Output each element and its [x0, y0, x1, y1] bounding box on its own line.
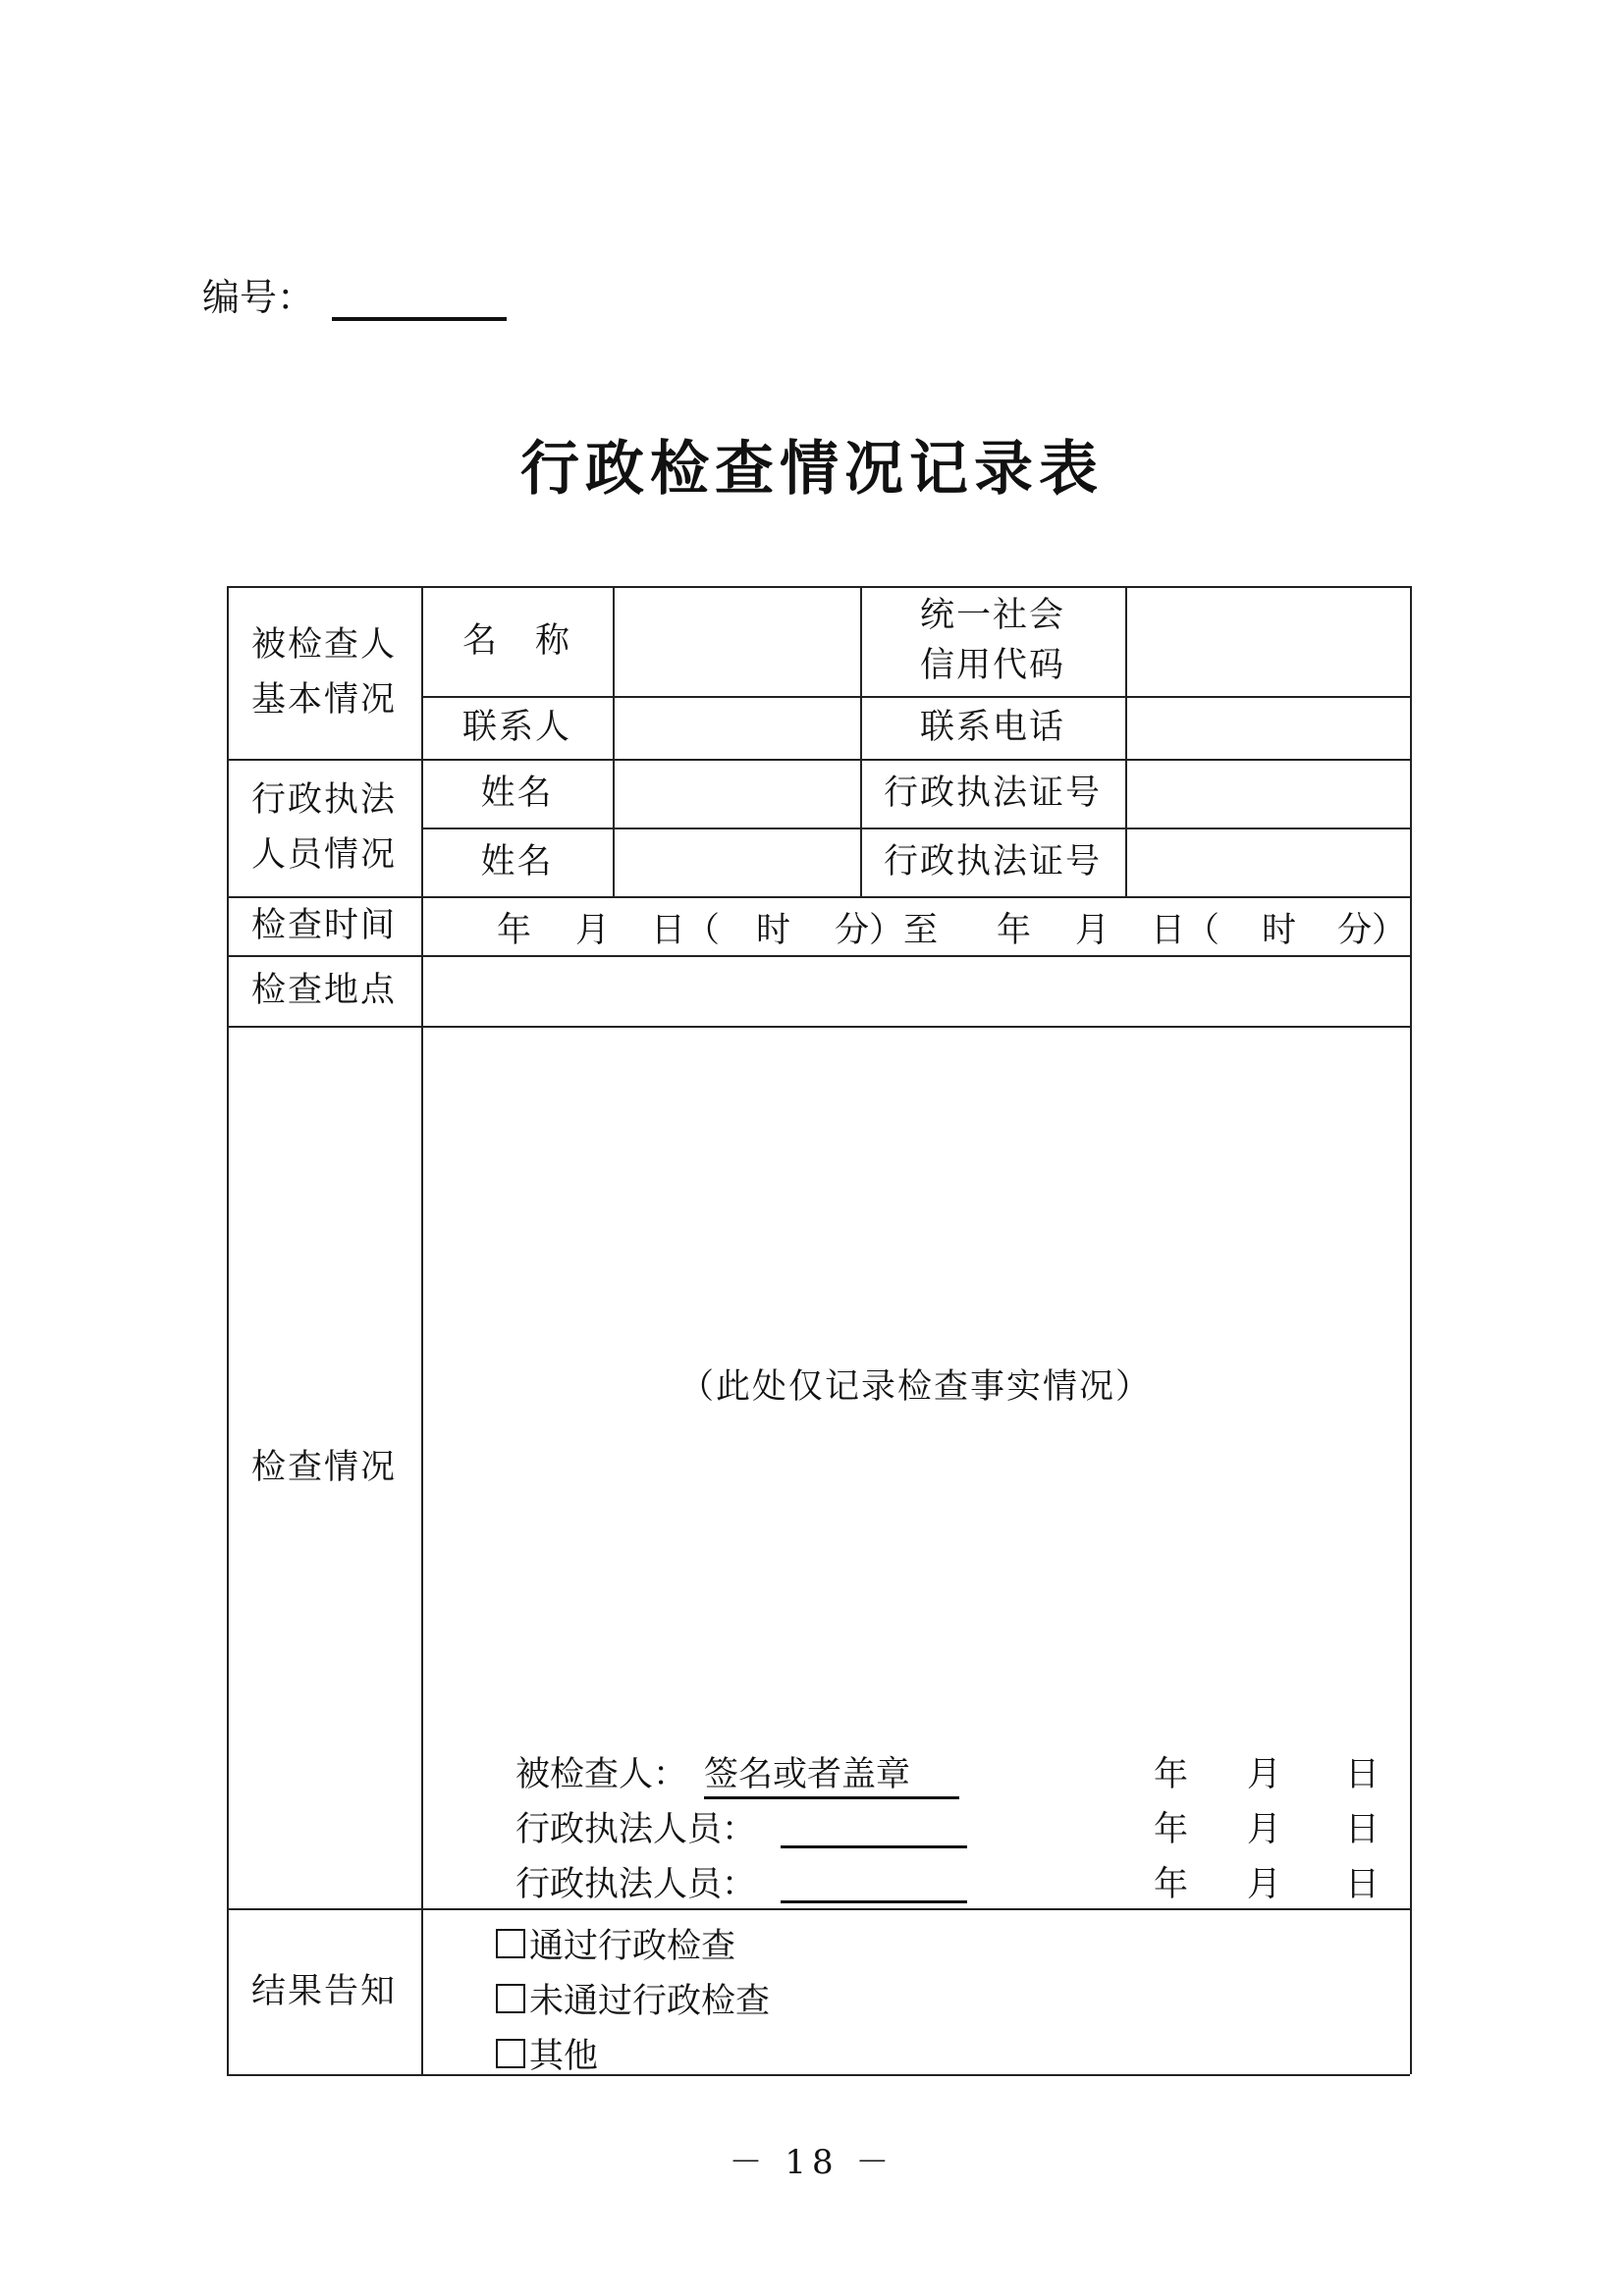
credit-code-label: 统一社会 信用代码 [919, 596, 1065, 685]
signature-label: 行政执法人员： [515, 1810, 757, 1849]
result-option-other[interactable] [496, 2029, 598, 2078]
inspection-details-placeholder[interactable]: （此处仅记录检查事实情况） [678, 1367, 1152, 1407]
name-field[interactable] [613, 586, 860, 696]
contact-label: 联系人 [461, 708, 571, 747]
page-number: － 18 － [729, 2143, 895, 2182]
table-border-bottom [227, 2074, 1410, 2076]
officer-name-label: 姓名 [480, 774, 554, 813]
signature-label: 被检查人： [515, 1755, 688, 1794]
inspection-place-label: 检查地点 [250, 971, 397, 1010]
contact-field[interactable] [613, 696, 860, 759]
signature-month: 月 [1247, 1810, 1282, 1849]
signature-label: 行政执法人员： [515, 1865, 757, 1904]
to-hour: 时 [1262, 911, 1297, 950]
result-option-label: 通过行政检查 [529, 1927, 736, 1966]
checkbox-icon[interactable] [496, 1984, 525, 2013]
inspected-party-label: 被检查人 基本情况 [250, 625, 397, 720]
officer-cert-field[interactable] [1125, 828, 1410, 896]
signature-field[interactable] [781, 1857, 967, 1903]
form-title: 行政检查情况记录表 [520, 435, 1104, 504]
signature-year: 年 [1154, 1865, 1189, 1904]
name-label: 名 称 [461, 621, 571, 661]
officer-cert-label: 行政执法证号 [883, 842, 1102, 881]
result-label: 结果告知 [250, 1971, 397, 2011]
from-year: 年 [497, 911, 532, 950]
officer-name-field[interactable] [613, 828, 860, 896]
to-year: 年 [997, 911, 1032, 950]
checkbox-icon[interactable] [496, 2039, 525, 2068]
from-day: 日（ [651, 911, 721, 950]
officers-label: 行政执法 人员情况 [250, 780, 397, 875]
serial-label: 编号： [202, 276, 315, 319]
serial-number [202, 267, 507, 321]
to-minute: 分） [1337, 911, 1407, 950]
signature-year: 年 [1154, 1755, 1189, 1794]
inspection-details-label: 检查情况 [250, 1447, 397, 1487]
serial-input[interactable] [332, 274, 507, 321]
from-minute: 分）至 [835, 911, 939, 950]
inspection-time-label: 检查时间 [250, 906, 397, 945]
signature-year: 年 [1154, 1810, 1189, 1849]
table-border-right [1410, 586, 1412, 2074]
to-month: 月 [1075, 911, 1110, 950]
signature-month: 月 [1247, 1865, 1282, 1904]
checkbox-icon[interactable] [496, 1929, 525, 1958]
officer-name-field[interactable] [613, 759, 860, 828]
phone-field[interactable] [1125, 696, 1410, 759]
result-option-fail[interactable] [496, 1974, 770, 2023]
signature-day: 日 [1345, 1865, 1380, 1904]
credit-code-field[interactable] [1125, 586, 1410, 696]
to-day: 日（ [1151, 911, 1220, 950]
officer-cert-field[interactable] [1125, 759, 1410, 828]
signature-field[interactable]: 签名或者盖章 [704, 1747, 959, 1799]
inspection-place-field[interactable] [421, 955, 1410, 1026]
signature-day: 日 [1345, 1755, 1380, 1794]
officer-cert-label: 行政执法证号 [883, 774, 1102, 813]
inspection-time-field[interactable] [491, 903, 1407, 958]
result-option-pass[interactable] [496, 1919, 735, 1968]
from-hour: 时 [756, 911, 791, 950]
result-option-label: 其他 [529, 2037, 599, 2076]
officer-name-label: 姓名 [480, 842, 554, 881]
signature-field[interactable] [781, 1802, 967, 1848]
from-month: 月 [575, 911, 611, 950]
result-option-label: 未通过行政检查 [529, 1982, 771, 2021]
signature-month: 月 [1247, 1755, 1282, 1794]
phone-label: 联系电话 [919, 708, 1065, 747]
signature-day: 日 [1345, 1810, 1380, 1849]
